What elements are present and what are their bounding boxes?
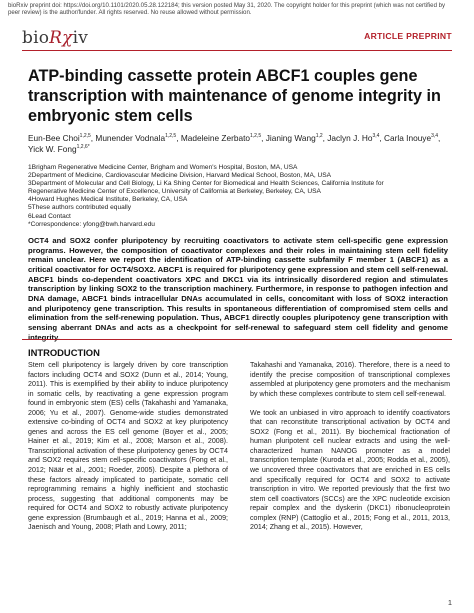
page-number: 1 xyxy=(447,598,452,607)
section-heading-introduction: INTRODUCTION xyxy=(28,347,100,358)
affiliation-line: 3Department of Molecular and Cell Biology, Li Ka Shing Center for Biomedical and Health Sciences, California Institute for xyxy=(28,180,384,188)
header-divider xyxy=(22,50,452,51)
correspondence-line: *Correspondence: yfong@bwh.harvard.edu xyxy=(28,220,155,228)
affiliation-line: 6Lead Contact xyxy=(28,212,71,220)
affiliation-line: 4Howard Hughes Medical Institute, Berkeley, CA, USA xyxy=(28,196,188,204)
author-list: Eun-Bee Choi$^{1,2,5}$, Munender Vodnala$^{1,2,5}$, Madeleine Zerbato$^{1,2,5}$, Jianing Wang$^{1,2}$, Jaclyn J. Ho$^{3,4}$, Carla Inouye$^{3,4}$, Yick W. Fong$^{1,2,6*}$ xyxy=(28,133,441,154)
copyright-notice: bioRxiv preprint doi: https://doi.org/10.1101/2020.05.28.122184; this version posted May 31, 2020. The copyright holder for this preprint (which was not certified by peer review) is the author/funder. All rights reserved. No reuse allowed without permission. xyxy=(8,2,446,17)
intro-paragraph: Stem cell pluripotency is largely driven by core transcription factors including OCT4 and SOX2 (Dunn et al., 2014; Young, 2011). This is exemplified by their ability to induce pluripotency in somatic cells, by reactivating a gene expression program found in embryonic stem (ES) cells (Takahashi and Yamanaka, 2006; Yu et al., 2007). Genome-wide studies demonstrated extensive co-binding of OCT4 and SOX2 at key pluripotency genes and across the ES cell genome (Boyer et al., 2005; Hainer et al., 2019; Kim et al., 2008; Marson et al., 2008). Transcriptional activation of these pluripotency genes by OCT4 and SOX2 requires stem cell-specific coactivators (Fong et al., 2012; Näär et al., 2001; Roeder, 2005). Despite a plethora of these factors already implicated to participate, somatic cell reprogramming remains a highly inefficient and stochastic process, suggesting that additional components may be required for OCT4 and SOX2 to robustly activate pluripotency gene expression (Brumbaugh et al., 2019; Hanna et al., 2009; Jaenisch and Young, 2008; Plath and Lowry, 2011; xyxy=(28,361,228,532)
intro-paragraph: We took an unbiased in vitro approach to identify coactivators that can reconstitute transcriptional activation by OCT4 and SOX2 (Fong et al., 2011). By biochemical fractionation of human pluripotent cell nuclear extracts and using the well-characterized human NANOG promoter as a model transcription template (Kuroda et al., 2005; Rodda et al., 2005), we uncovered three coactivators that are enriched in ES cells and specifically required for OCT4 and SOX2 to activate transcription in vitro. We reported previously that the first two stem cell coactivators (SCCs) are the XPC nucleotide excision repair complex and the dyskerin (DKC1) ribonucleoprotein complex (RNP) (Cattoglio et al., 2015; Fong et al., 2011, 2013, 2014; Zhang et al., 2015). However, xyxy=(250,408,450,532)
affiliation-line: Regenerative Medicine Center of Excellence, University of California at Berkeley, Berkeley, CA, USA xyxy=(28,188,321,196)
paper-title: ATP-binding cassette protein ABCF1 couples gene transcription with maintenance of genome integrity in embryonic stem cells xyxy=(28,67,441,125)
intro-paragraph: Takahashi and Yamanaka, 2016). Therefore, there is a need to identify the precise composition of transcriptional complexes assembled at pluripotency gene promoters and the mechanism by which these complexes contribute to stem cell self-renewal. xyxy=(250,361,450,398)
article-type-badge: ARTICLE PREPRINT xyxy=(364,31,452,41)
affiliation-line: 2Department of Medicine, Cardiovascular Medicine Division, Harvard Medical School, Boston, MA, USA xyxy=(28,172,332,180)
biorxiv-logo: bioRχiv xyxy=(22,28,89,48)
affiliation-line: 1Brigham Regenerative Medicine Center, Brigham and Women's Hospital, Boston, MA, USA xyxy=(28,164,298,171)
intro-column-right xyxy=(250,361,450,542)
affiliation-line: 5These authors contributed equally xyxy=(28,204,132,212)
abstract: OCT4 and SOX2 confer pluripotency by recruiting coactivators to activate stem cell-specific gene expression programs. However, the composition of coactivator complexes and their roles in maintaining stem cell fidelity remain unclear. Here we report the identification of ATP-binding cassette subfamily F member 1 (ABCF1) as a critical coactivator for OCT4/SOX2. ABCF1 is required for pluripotency gene expression and stem cell self-renewal. ABCF1 binds co-dependent coactivators XPC and DKC1 via its intrinsically disordered region and stimulates transcription by linking SOX2 to the transcription machinery. Furthermore, in response to pathogen infection and DNA damage, ABCF1 binds intracellular DNAs accumulated in cells, concomitant with loss of SOX2 interaction and pluripotency gene transcription. This results in spontaneous differentiation of compromised stem cells and elimination from the self-renewing population. Thus, ABCF1 directly couples pluripotency gene transcription with sensing aberrant DNAs and acts as a checkpoint for self-renewal to safeguard stem cell fidelity and genome integrity. xyxy=(28,236,448,342)
abstract-divider xyxy=(22,339,452,340)
intro-column-left xyxy=(28,361,228,542)
affiliations xyxy=(28,164,453,229)
